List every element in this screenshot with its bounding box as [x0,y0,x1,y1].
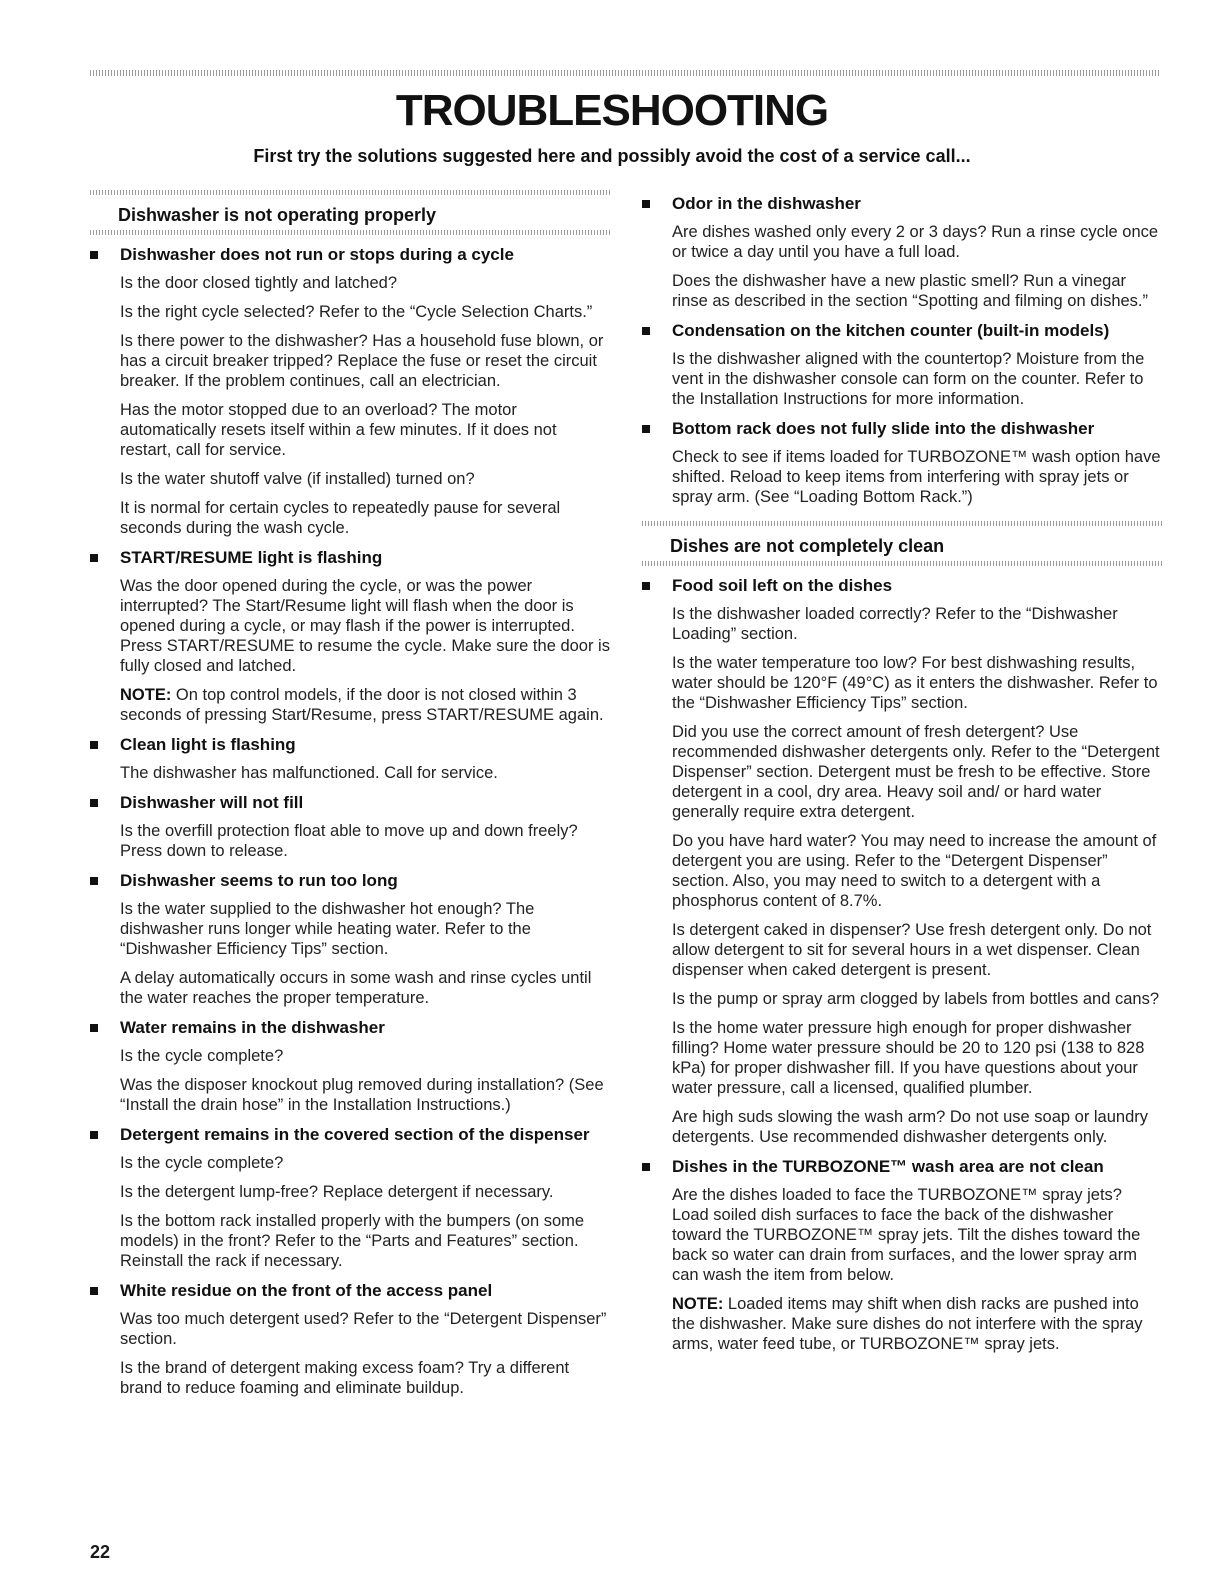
item-paragraph: Is the door closed tightly and latched? [120,274,398,292]
item-paragraph: Is the bottom rack installed properly with the bumpers (on some models) in the front? Refer to the “Parts and Features” section. Reinstall the rack if necessary. [120,1212,585,1270]
square-bullet-icon [642,425,650,433]
item-paragraph: Is detergent caked in dispenser? Use fresh detergent only. Do not allow detergent to sit for several hours in a wet dispenser. Clean dispenser when caked detergent is present. [672,921,1152,979]
item-paragraph: Does the dishwasher have a new plastic smell? Run a vinegar rinse as described in the section “Spotting and filming on dishes.” [672,272,1149,310]
troubleshooting-item [90,548,610,725]
item-heading-text: Dishes in the TURBOZONE™ wash area are not clean [672,1157,1104,1176]
note-label: NOTE: [672,1295,724,1313]
page-number: 22 [90,1542,111,1562]
right-column [642,184,1162,1363]
item-paragraph: Is the dishwasher loaded correctly? Refer to the “Dishwasher Loading” section. [672,605,1118,643]
item-heading-text: Detergent remains in the covered section of the dispenser [120,1125,590,1144]
item-heading [672,576,1162,596]
item-paragraph: It is normal for certain cycles to repeatedly pause for several seconds during the wash cycle. [120,499,561,537]
item-paragraph: Is the water temperature too low? For best dishwashing results, water should be 120°F (49°C) as it enters the dishwasher. Refer to the “Dishwasher Efficiency Tips” section. [672,654,1158,712]
section-header [642,521,1162,566]
square-bullet-icon [90,251,98,259]
square-bullet-icon [642,200,650,208]
item-paragraph: Are high suds slowing the wash arm? Do not use soap or laundry detergents. Use recommended dishwasher detergents only. [672,1108,1149,1146]
item-heading-text: White residue on the front of the access panel [120,1281,493,1300]
item-heading [120,1018,610,1038]
note-text: On top control models, if the door is not closed within 3 seconds of pressing Start/Resume, press START/RESUME again. [120,686,604,724]
troubleshooting-item [90,1281,610,1398]
item-heading [120,871,610,891]
item-heading [120,735,610,755]
troubleshooting-item [90,871,610,1008]
note-paragraph [672,1294,1162,1354]
item-heading [120,245,610,265]
item-paragraph: Is the water shutoff valve (if installed) turned on? [120,470,475,488]
item-paragraph: Was the disposer knockout plug removed during installation? (See “Install the drain hose” in the Installation Instructions.) [120,1076,604,1114]
item-heading-text: Clean light is flashing [120,735,296,754]
item-paragraph: Is the overfill protection float able to move up and down freely? Press down to release. [120,822,578,860]
section-header [90,190,610,235]
section-rule [642,561,1162,566]
square-bullet-icon [642,327,650,335]
left-items [90,245,610,1398]
item-heading-text: Dishwasher seems to run too long [120,871,398,890]
item-paragraph: Was the door opened during the cycle, or was the power interrupted? The Start/Resume light will flash when the door is opened during a cycle, or may flash if the power is interrupted. Press START/RESUME to resume the cycle. Make sure the door is fully closed and latched. [120,577,610,675]
section-title: Dishwasher is not operating properly [118,205,437,225]
item-paragraph: Is the brand of detergent making excess foam? Try a different brand to reduce foaming and eliminate buildup. [120,1359,570,1397]
right-items [642,576,1162,1354]
troubleshooting-item [90,793,610,861]
item-paragraph: Is the cycle complete? [120,1047,284,1065]
item-paragraph: Do you have hard water? You may need to increase the amount of detergent you are using. Refer to the “Detergent Dispenser” section. Also, you may need to switch to a detergent with a phosphorus content of 8.7%. [672,832,1157,910]
square-bullet-icon [90,799,98,807]
troubleshooting-item [642,194,1162,311]
item-paragraph: Is the dishwasher aligned with the countertop? Moisture from the vent in the dishwasher console can form on the counter. Refer to the Installation Instructions for more information. [672,350,1145,408]
troubleshooting-item [90,735,610,783]
page-title: TROUBLESHOOTING [395,86,829,135]
item-heading-text: Dishwasher will not fill [120,793,304,812]
top-rule [90,70,1160,76]
item-paragraph: Is the right cycle selected? Refer to the “Cycle Selection Charts.” [120,303,593,321]
note-text: Loaded items may shift when dish racks are pushed into the dishwasher. Make sure dishes do not interfere with the spray arms, water feed tube, or TURBOZONE™ spray jets. [672,1295,1143,1353]
item-paragraph: The dishwasher has malfunctioned. Call for service. [120,764,498,782]
square-bullet-icon [642,1163,650,1171]
troubleshooting-item [642,576,1162,1147]
item-paragraph: A delay automatically occurs in some wash and rinse cycles until the water reaches the proper temperature. [120,969,592,1007]
item-paragraph: Is the water supplied to the dishwasher hot enough? The dishwasher runs longer while heating water. Refer to the “Dishwasher Efficiency Tips” section. [120,900,535,958]
item-paragraph: Did you use the correct amount of fresh detergent? Use recommended dishwasher detergents only. Refer to the “Detergent Dispenser” section. Detergent must be fresh to be effective. Store detergent in a cool, dry area. Heavy soil and/ or hard water generally require extra detergent. [672,723,1160,821]
item-heading-text: START/RESUME light is flashing [120,548,383,567]
item-heading-text: Water remains in the dishwasher [120,1018,385,1037]
left-column [90,186,610,1407]
troubleshooting-item [642,1157,1162,1354]
item-heading [672,321,1162,341]
square-bullet-icon [90,741,98,749]
item-paragraph: Has the motor stopped due to an overload? The motor automatically resets itself within a few minutes. If it does not restart, call for service. [120,401,557,459]
troubleshooting-item [642,419,1162,507]
section-title: Dishes are not completely clean [670,536,945,556]
right-top-items [642,194,1162,507]
square-bullet-icon [90,554,98,562]
item-paragraph: Check to see if items loaded for TURBOZONE™ wash option have shifted. Reload to keep items from interfering with spray jets or spray arm. (See “Loading Bottom Rack.”) [672,448,1161,506]
page-subtitle: First try the solutions suggested here and possibly avoid the cost of a service call... [253,146,971,166]
item-heading [120,793,610,813]
item-heading-text: Bottom rack does not fully slide into the dishwasher [672,419,1095,438]
item-heading-text: Odor in the dishwasher [672,194,861,213]
item-heading [120,1125,610,1145]
troubleshooting-item [90,1125,610,1271]
item-paragraph: Is the cycle complete? [120,1154,284,1172]
item-heading [120,548,610,568]
section-rule [90,230,610,235]
note-label: NOTE: [120,686,172,704]
note-paragraph [120,685,610,725]
square-bullet-icon [90,1287,98,1295]
square-bullet-icon [642,582,650,590]
item-heading [120,1281,610,1301]
item-paragraph: Is there power to the dishwasher? Has a household fuse blown, or has a circuit breaker tripped? Replace the fuse or reset the circuit breaker. If the problem continues, call an electrician. [120,332,604,390]
item-heading [672,194,1162,214]
item-paragraph: Is the detergent lump-free? Replace detergent if necessary. [120,1183,554,1201]
item-heading [672,1157,1162,1177]
item-heading [672,419,1162,439]
item-heading-text: Dishwasher does not run or stops during a cycle [120,245,514,264]
troubleshooting-item [90,245,610,538]
item-paragraph: Is the pump or spray arm clogged by labels from bottles and cans? [672,990,1159,1008]
troubleshooting-item [90,1018,610,1115]
troubleshooting-item [642,321,1162,409]
item-paragraph: Are dishes washed only every 2 or 3 days? Run a rinse cycle once or twice a day until you have a full load. [672,223,1159,261]
square-bullet-icon [90,877,98,885]
square-bullet-icon [90,1131,98,1139]
square-bullet-icon [90,1024,98,1032]
item-paragraph: Is the home water pressure high enough for proper dishwasher filling? Home water pressure should be 20 to 120 psi (138 to 828 kPa) for proper dishwasher fill. If you have questions about your water pressure, call a licensed, qualified plumber. [672,1019,1145,1097]
item-paragraph: Was too much detergent used? Refer to the “Detergent Dispenser” section. [120,1310,607,1348]
item-paragraph: Are the dishes loaded to face the TURBOZONE™ spray jets? Load soiled dish surfaces to face the back of the dishwasher toward the TURBOZONE™ spray jets. Tilt the dishes toward the back so water can drain from surfaces, and the lower spray arm can wash the item from below. [672,1186,1141,1284]
item-heading-text: Food soil left on the dishes [672,576,893,595]
item-heading-text: Condensation on the kitchen counter (built-in models) [672,321,1110,340]
